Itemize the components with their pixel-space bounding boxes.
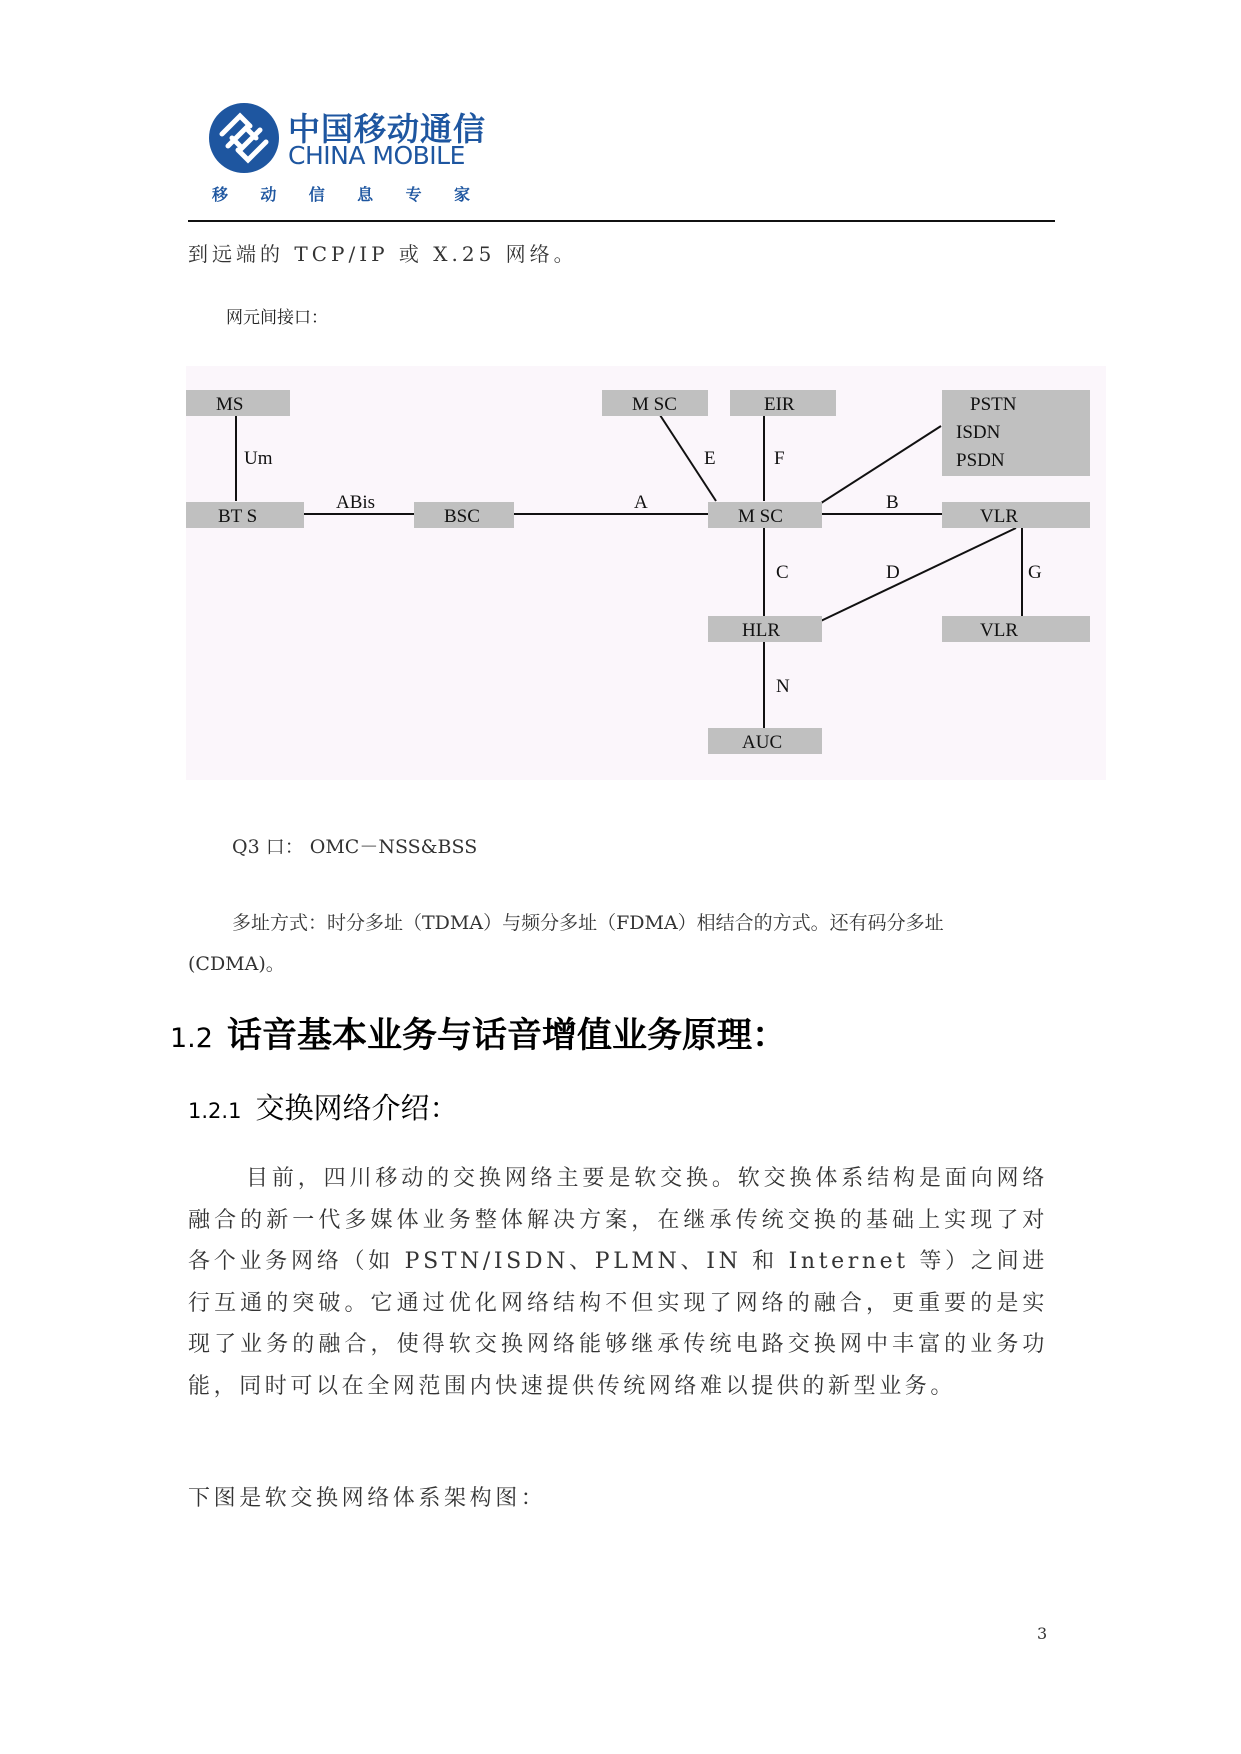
edge-label-a: A xyxy=(634,492,648,513)
edge-label-c: C xyxy=(776,562,789,583)
logo-tagline-char: 动 xyxy=(260,185,277,204)
node-label-bts: BT S xyxy=(218,506,258,527)
logo-english-name: CHINA MOBILE xyxy=(288,141,465,170)
edge-label-n: N xyxy=(776,676,790,697)
node-label-pstn: PSTN xyxy=(970,394,1017,415)
header-divider xyxy=(188,220,1055,222)
edge-label-g: G xyxy=(1028,562,1042,583)
section-heading xyxy=(170,1008,787,1058)
logo-tagline-char: 息 xyxy=(357,185,374,204)
edge-label-d: D xyxy=(886,562,900,583)
logo-chinese-name: 中国移动通信 xyxy=(288,110,487,148)
node-label-msc: M SC xyxy=(738,506,783,527)
q3-interface-text: Q3 口： OMC－NSS&BSS xyxy=(232,836,478,858)
section-title: 话音基本业务与话音增值业务原理： xyxy=(226,1016,787,1056)
node-label-isdn: ISDN xyxy=(956,422,1001,443)
subsection-title: 交换网络介绍： xyxy=(255,1091,459,1125)
switching-network-paragraph: 目前，四川移动的交换网络主要是软交换。软交换体系结构是面向网络融合的新一代多媒体业务整体解决方案，在继承传统交换的基础上实现了对各个业务网络（如 PSTN/ISDN、PLMN、IN 和 Internet 等）之间进行互通的突破。它通过优化网络结构不但实现了网络的融合，更重要的是实现了业务的融合，使得软交换网络能够继承传统电路交换网中丰富的业务功能，同时可以在全网范围内快速提供传统网络难以提供的新型业务。 xyxy=(188,1166,1048,1399)
node-label-ms: MS xyxy=(216,394,244,415)
node-label-eir: EIR xyxy=(764,394,795,415)
subsection-heading xyxy=(188,1086,458,1127)
continuation-text: 到远端的 TCP/IP 或 X.25 网络。 xyxy=(188,242,578,266)
logo-tagline-char: 专 xyxy=(405,185,422,204)
subsection-number: 1.2.1 xyxy=(188,1099,242,1123)
edge-label-e: E xyxy=(704,448,716,469)
logo-tagline-char: 信 xyxy=(308,185,325,204)
logo-tagline-char: 移 xyxy=(212,185,229,204)
section-number: 1.2 xyxy=(170,1023,213,1054)
node-label-auc: AUC xyxy=(742,732,783,753)
node-label-vlr-1: VLR xyxy=(980,506,1018,527)
edge-label-b: B xyxy=(886,492,899,513)
logo-tagline-char: 家 xyxy=(453,185,470,204)
node-label-psdn: PSDN xyxy=(956,450,1005,471)
multiple-access-paragraph: 多址方式：时分多址（TDMA）与频分多址（FDMA）相结合的方式。还有码分多址(CDMA)。 xyxy=(188,912,944,975)
node-label-hlr: HLR xyxy=(742,620,780,641)
interface-heading: 网元间接口： xyxy=(226,308,328,328)
node-label-msc-top: M SC xyxy=(632,394,677,415)
node-label-bsc: BSC xyxy=(444,506,480,527)
edge-label-um: Um xyxy=(244,448,273,469)
page-number: 3 xyxy=(1037,1624,1048,1643)
edge-label-f: F xyxy=(774,448,785,469)
china-mobile-logo-icon xyxy=(206,100,282,176)
figure-intro-text: 下图是软交换网络体系架构图： xyxy=(188,1486,547,1511)
edge-label-abis: ABis xyxy=(336,492,376,513)
logo-tagline xyxy=(212,182,470,205)
network-interface-diagram xyxy=(186,366,1106,780)
node-label-vlr-2: VLR xyxy=(980,620,1018,641)
